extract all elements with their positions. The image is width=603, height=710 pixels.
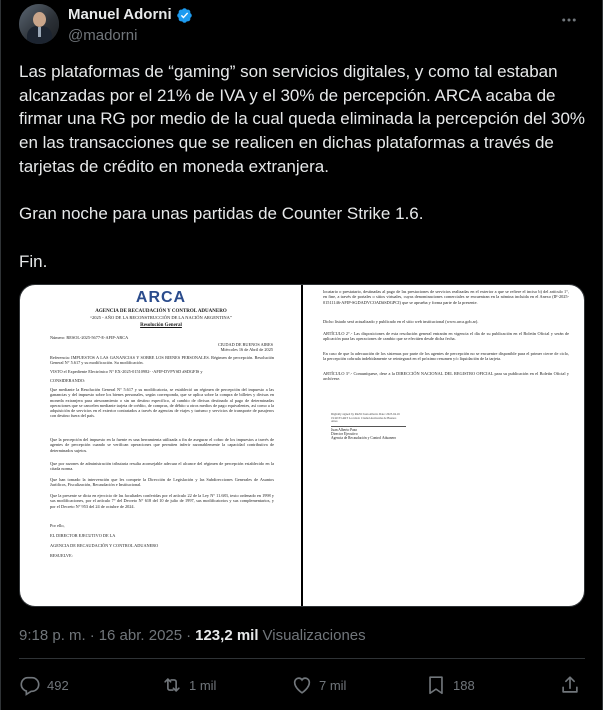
doc-agency-footer: AGENCIA DE RECAUDACIÓN Y CONTROL ADUANERO: [50, 543, 159, 548]
share-icon: [559, 674, 581, 696]
more-dots-icon: [560, 11, 578, 29]
like-count: 7 mil: [319, 677, 347, 693]
doc-reference: Referencia: IMPUESTOS A LAS GANANCIAS Y SOBRE LOS BIENES PERSONALES. Régimen de percepción. Resolución General N° 5.617 y su modificación. Su modificación.: [50, 355, 274, 366]
doc-signature-line: [331, 426, 406, 427]
bookmark-icon: [425, 674, 447, 696]
doc-resuelve: RESUELVE:: [50, 553, 73, 558]
heart-icon: [291, 674, 313, 696]
like-button[interactable]: [291, 672, 346, 698]
doc-signer-title: Director Ejecutivo: [331, 432, 358, 436]
avatar-tie: [38, 27, 41, 37]
doc-paragraph: Que la presente se dicta en ejercicio de las facultades conferidas por el artículo 22 de la Ley N° 11.683, texto ordenado en 1998 y sus modificaciones, por el artículo 7° del Decreto N° 618 del 10 de julio de 1997, sus modificatorios y sus complementarios, y por el Decreto N° 953 del 24 de octubre de 2024.: [50, 493, 274, 509]
tweet-media[interactable]: [19, 284, 585, 607]
doc-agency: AGENCIA DE RECAUDACIÓN Y CONTROL ADUANERO: [95, 309, 227, 314]
views-label[interactable]: Visualizaciones: [262, 627, 366, 644]
doc-paragraph: ARTÍCULO 2°.- Las disposiciones de esta resolución general entrarán en vigencia el día de su publicación en el Boletín Oficial y serán de aplicación para las operaciones de cambio que se efectúen desde dicha fecha.: [323, 331, 569, 342]
doc-title: Resolución General: [140, 323, 182, 328]
more-options-button[interactable]: [557, 8, 581, 32]
bookmark-count: 188: [453, 677, 475, 693]
doc-date: Miércoles 16 de Abril de 2025: [220, 347, 273, 352]
tweet-paragraph: Gran noche para unas partidas de Counter Strike 1.6.: [19, 204, 424, 224]
doc-visto: VISTO el Expediente Electrónico N° EX-2025-01510982- -AFIP-DVPYSD #SDGFIS y: [50, 369, 203, 374]
doc-por-ello: Por ello,: [50, 523, 65, 528]
reply-button[interactable]: [19, 672, 69, 698]
views-count[interactable]: 123,2 mil: [195, 627, 259, 644]
doc-signature-meta: Digitally signed by PAZO Juan Alberto Date: 2025.04.16 19:40:33 ART Location: Ciudad Autónoma de Buenos Aires: [331, 412, 400, 424]
doc-paragraph: Dicho listado será actualizado y publicado en el sitio web institucional (www.arca.gob.ar).: [323, 319, 479, 324]
doc-year-motto: “2025 - AÑO DE LA RECONSTRUCCIÓN DE LA NACIÓN ARGENTINA”: [90, 315, 232, 320]
tweet-paragraph: Fin.: [19, 251, 48, 271]
tweet-paragraph: Las plataformas de “gaming” son servicios digitales, y como tal estaban alcanzadas por el 21% de IVA y el 30% de percepción. ARCA acaba de firmar una RG por medio de la cual queda eliminada la percepción del 30% en las transacciones que se realicen en dichas plataformas a través de tarjetas de crédito en moneda extranjera.: [19, 62, 586, 176]
doc-signer-org: Agencia de Recaudación y Control Aduanero: [331, 436, 397, 440]
doc-director: EL DIRECTOR EJECUTIVO DE LA: [50, 533, 116, 538]
document-page-left[interactable]: [20, 285, 301, 606]
avatar[interactable]: [19, 4, 59, 44]
document-page-right[interactable]: [303, 285, 584, 606]
avatar-head: [33, 12, 46, 27]
meta-separator: ·: [186, 627, 192, 644]
bookmark-button[interactable]: [425, 672, 475, 698]
doc-number: Número: RESOL-2025-5677-E-AFIP-ARCA: [50, 335, 129, 340]
verified-badge-icon: [176, 7, 193, 24]
doc-paragraph: Que han tomado la intervención que les compete la Dirección de Legislación y las Subdirecciones Generales de Asuntos Jurídicos, Fiscalización, Recaudación e Institucional.: [50, 477, 274, 488]
author-name-row: [68, 5, 193, 25]
doc-considerando: CONSIDERANDO:: [50, 378, 86, 383]
doc-place: CIUDAD DE BUENOS AIRES: [217, 342, 273, 347]
action-bar: [19, 672, 591, 698]
reply-icon: [19, 674, 41, 696]
doc-paragraph: Que mediante la Resolución General N° 5.617 y su modificatoria, se estableció un régimen de percepción del impuesto a las ganancias y del impuesto sobre los bienes personales, según corresponda, que se aplica sobre la compra de billetes y divisas en moneda extranjera para atesoramiento o sin un destino específico, al cambio de divisas destinado al pago de determinadas operaciones que se cancelen mediante tarjeta de crédito, de compras, de débito u otros medios de pago equivalentes, así como a la adquisición de servicios en el exterior contratados a través de agencias de viajes y turismo y servicios de transporte de pasajeros con destino fuera del país.: [50, 387, 274, 419]
tweet-date[interactable]: 16 abr. 2025: [98, 627, 183, 644]
tweet-time[interactable]: 9:18 p. m.: [19, 627, 86, 644]
doc-signer-name: Juan Alberto Pazo: [331, 428, 358, 432]
author-name[interactable]: Manuel Adorni: [68, 6, 172, 23]
arca-logo: ARCA: [135, 289, 187, 306]
divider: [19, 658, 585, 659]
retweet-icon: [161, 674, 183, 696]
author-handle[interactable]: @madorni: [68, 27, 138, 44]
doc-paragraph: Que la percepción del impuesto en la fuente es una herramienta utilizada a fin de asegurar el cobro de los impuestos a través de agentes de percepción cuando se verifican operaciones que permiten inferir razonablemente la capacidad contributiva de determinados sujetos.: [50, 437, 274, 453]
retweet-count: 1 mil: [189, 677, 217, 693]
tweet-meta: [19, 626, 366, 646]
meta-separator: ·: [89, 627, 95, 644]
share-button[interactable]: [559, 672, 581, 698]
tweet-text: [19, 60, 591, 273]
doc-paragraph: Que por razones de administración tributaria resulta aconsejable adecuar el alcance del régimen de percepción establecido en la citada norma.: [50, 461, 274, 472]
tweet-header: [19, 4, 589, 48]
doc-paragraph: En caso de que la adecuación de los sistemas por parte de los agentes de percepción no se encuentre disponible para el primer cierre de ciclo, la percepción cobrada indebidamente se reintegrará en el próximo resumen y/o liquidación de la tarjeta.: [323, 351, 569, 362]
retweet-button[interactable]: [161, 672, 216, 698]
reply-count: 492: [47, 677, 69, 693]
doc-paragraph: ARTÍCULO 3°.- Comuníquese, dese a la DIRECCIÓN NACIONAL DEL REGISTRO OFICIAL para su publicación en el Boletín Oficial y archívese.: [323, 371, 569, 382]
doc-paragraph: locatario o prestatario, destinadas al pago de las prestaciones de servicios realizadas en el exterior a que se refiere el inciso b) del artículo 1°, en fine, a través de portales o sitios virtuales, cuyas denominaciones comerciales se encuentran en la nómina incluida en el Anexo (IF-2025-01511146-AFIP-SGDADVCOAD#SDGPCI) que se aprueba y forma parte de la presente.: [323, 289, 569, 305]
